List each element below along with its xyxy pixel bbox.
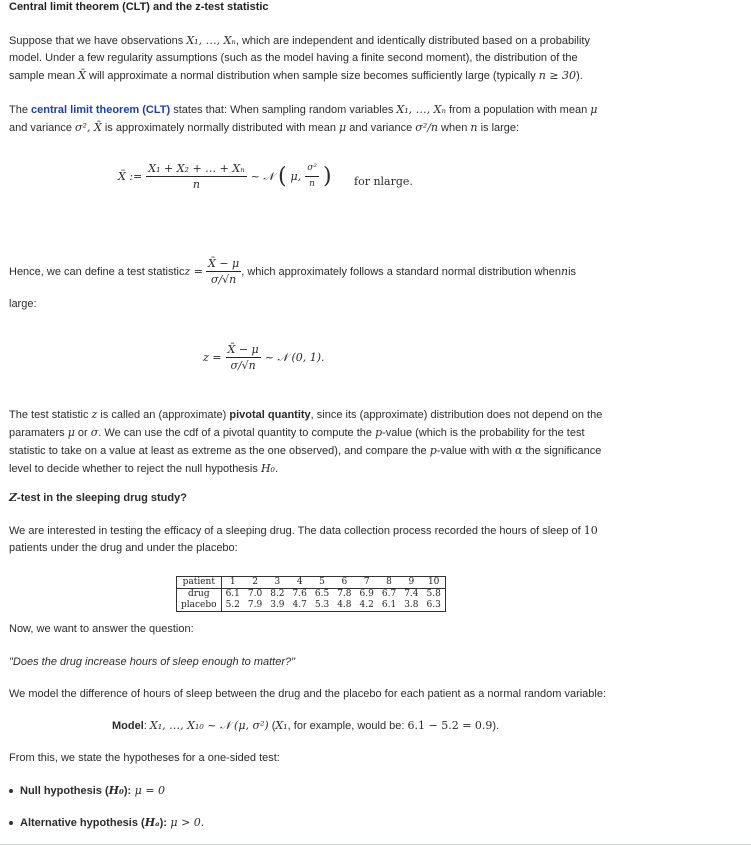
- obs-symbol: X₁, …, Xₙ: [186, 34, 236, 47]
- table-cell: 4.7: [292, 600, 307, 610]
- table-cell: 5.2: [225, 600, 240, 610]
- question-intro: Now, we want to answer the question:: [9, 623, 194, 635]
- table-row-placebo: [177, 600, 446, 612]
- table-cell: 7.9: [247, 600, 263, 610]
- table-cell: 6.9: [359, 589, 374, 599]
- clt-term: central limit theorem (CLT): [31, 104, 171, 116]
- table-cell: 6.3: [426, 600, 441, 610]
- hypotheses-intro: From this, we state the hypotheses for a one-sided test:: [9, 752, 280, 764]
- section-heading-ztest: Z-test in the sleeping drug study?: [9, 491, 187, 504]
- table-cell: 7.6: [292, 589, 307, 599]
- hence-paragraph: Hence, we can define a test statistic z = $\frac{X̄ - \mu}{\sigma/√n}$ , which approximately follows a standard normal distribution when n is: [9, 257, 577, 286]
- table-cell: 1: [221, 577, 244, 589]
- for-nlarge: for nlarge.: [354, 175, 413, 188]
- table-cell: 5.8: [426, 589, 441, 599]
- pivot-paragraph: The test statistic z is called an (approximate) pivotal quantity, since its (approximate) distribution does not depend on the paramaters μ or σ. We can use the cdf of a pivotal quantity to compute the p-value (which is the probability for the test statistic to take on a value at least as extreme as the one observed), and compare the p-value with with α the significance level to decide whether to reject the null hypothesis H₀.: [9, 408, 603, 475]
- page-title: Central limit theorem (CLT) and the z-test statistic: [9, 1, 269, 13]
- table-cell: 2: [244, 577, 266, 589]
- bullet-dot: [9, 821, 13, 825]
- table-cell: 4.8: [337, 600, 352, 610]
- table-cell: 6.1: [381, 600, 397, 610]
- question-quote: "Does the drug increase hours of sleep enough to matter?": [9, 656, 296, 668]
- table-cell: 8.2: [270, 589, 285, 599]
- z-equation: z = $\frac{X̄ - \mu}{\sigma/√n}$ ~ 𝒩 (0, 1).: [203, 343, 325, 372]
- table-cell: 8: [378, 577, 400, 589]
- null-hypothesis: Null hypothesis (H₀): μ = 0: [20, 784, 166, 797]
- bullet-dot: [9, 789, 13, 793]
- bottom-divider: [0, 844, 751, 845]
- row-label: placebo: [177, 600, 222, 612]
- model-line: Model: X₁, …, X₁₀ ~ 𝒩 (μ, σ²) (X₁, for example, would be: 6.1 − 5.2 = 0.9).: [112, 719, 500, 732]
- table-cell: 4: [289, 577, 311, 589]
- clt-paragraph: The central limit theorem (CLT) states that: When sampling random variables X₁, …, Xₙ from a population with mean μ and variance σ², X̄ is approximately normally distributed with mean μ and variance σ²/n when n is large:: [9, 103, 598, 134]
- table-cell: 7: [356, 577, 378, 589]
- table-cell: 5: [311, 577, 333, 589]
- table-cell: 7.8: [337, 589, 352, 599]
- table-cell: 5.3: [314, 600, 330, 610]
- table-cell: 9: [400, 577, 422, 589]
- model-intro: We model the difference of hours of sleep between the drug and the placebo for each patient as a normal random variable:: [9, 688, 607, 700]
- table-cell: 10: [423, 577, 446, 589]
- xbar-symbol: X̄: [78, 69, 86, 82]
- table-row-patient: [177, 577, 446, 589]
- table-cell: 6.5: [314, 589, 330, 599]
- table-cell: 3.8: [404, 600, 419, 610]
- table-cell: 6.7: [381, 589, 397, 599]
- table-cell: 3.9: [270, 600, 285, 610]
- sleep-data-table: [176, 576, 446, 612]
- table-cell: 6.1: [225, 589, 240, 599]
- clt-equation: X̄ := $\frac{\text{X₁ + X₂ + … + Xₙ}}{n}$ ~ 𝒩 ( μ, $\frac{\text{σ²}}{n}$ ): [118, 162, 332, 191]
- table-cell: 6: [333, 577, 355, 589]
- alternative-hypothesis: Alternative hypothesis (Hₐ): μ > 0.: [20, 816, 205, 829]
- study-paragraph: We are interested in testing the efficacy of a sleeping drug. The data collection process recorded the hours of sleep of 10 patients under the drug and under the placebo:: [9, 524, 598, 554]
- table-cell: 3: [266, 577, 288, 589]
- table-cell: 7.0: [247, 589, 263, 599]
- row-label: patient: [177, 577, 222, 589]
- row-label: drug: [177, 589, 222, 601]
- table-cell: 4.2: [359, 600, 374, 610]
- intro-paragraph: Suppose that we have observations X₁, …, Xₙ, which are independent and identically distributed based on a probability model. Under a few regularity assumptions (such as the model having a finite second moment), the distribution of the sample mean X̄ will approximate a normal distribution when sample size becomes sufficiently large (typically n ≥ 30).: [9, 34, 590, 82]
- hence-large: large:: [9, 298, 37, 310]
- table-row-drug: [177, 589, 446, 601]
- table-cell: 7.4: [404, 589, 419, 599]
